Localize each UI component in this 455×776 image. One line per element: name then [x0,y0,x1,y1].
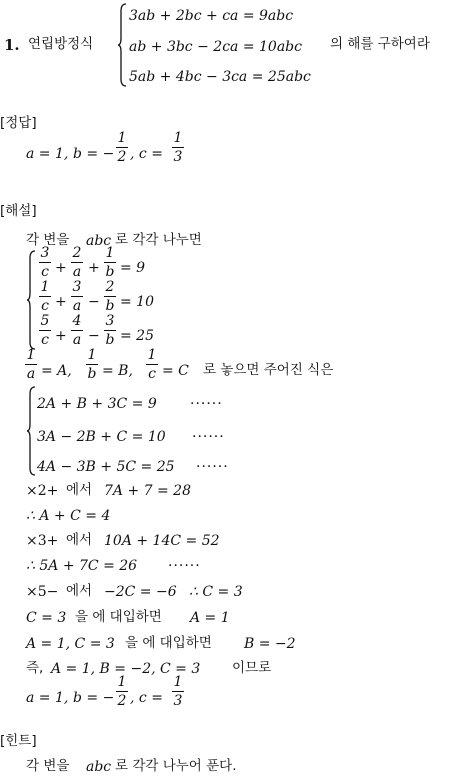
l9-c-fraction: 1 3 [173,674,183,709]
sub-frac-c: 1 c [147,347,157,382]
l9-a: a = 1, [26,690,69,706]
answer-c-fraction: 1 3 [173,130,183,165]
l8-ko2: 이므로 [232,660,272,676]
system1-row1-fraction: 2 a [72,245,82,280]
system2-dots3: ······ [196,459,229,475]
system2-eq3: 4A − 3B + 5C = 25 [37,459,175,475]
l1-eq: 7A + 7 = 28 [104,483,192,499]
l5-prefix: ×5− [26,584,59,600]
hint-abc: abc [86,759,112,775]
l6-eq2: A = 1 [190,610,230,626]
hint-text-b: 로 각각 나누어 푼다. [115,758,237,774]
system2-dots1: ······ [190,396,223,412]
l4-dots: ······ [168,558,201,574]
problem-number: 1. [4,36,20,54]
l6-eq: C = 3 [26,610,67,626]
sub-text-c: = C [162,363,189,379]
answer-c-prefix: , c = [130,146,163,162]
l6-ko: 을 에 대입하면 [75,609,162,625]
system2-dots2: ······ [192,429,225,445]
l7-eq2: B = −2 [244,636,296,652]
system1-row3-operator: − [88,328,100,344]
system1-row2-operator: − [88,294,100,310]
system1-row1-operator: + [88,260,100,276]
l7-ko: 을 에 대입하면 [125,635,212,651]
l8-eq: A = 1, B = −2, C = 3 [51,661,201,677]
system1-row3-fraction: 4 a [72,313,82,348]
system1-row1-fraction: 1 b [105,245,115,280]
problem-tail: 의 해를 구하여라 [330,36,430,52]
problem-brace [117,3,127,87]
solution-header: [해설] [0,203,37,219]
sub-text-a: = A, [41,363,72,379]
l1-prefix: ×2+ [26,483,59,499]
l9-c-prefix: , c = [130,690,163,706]
l5-eq: −2C = −6 [104,584,177,600]
problem-eq3: 5ab + 4bc − 3ca = 25abc [129,69,311,85]
l8-ko: 즉, [26,660,44,676]
system1-row3-fraction: 5 c [40,313,50,348]
system2-eq1: 2A + B + 3C = 9 [37,396,157,412]
l3-prefix: ×3+ [26,533,59,549]
system1-row2-fraction: 1 c [40,279,50,314]
sub-frac-a: 1 a [26,347,36,382]
system1-row2-rhs: = 10 [120,294,154,310]
solution-step1-abc: abc [86,233,112,249]
answer-b-prefix: b = − [73,146,115,162]
hint-header: [힌트] [0,733,37,749]
system1-row1-fraction: 3 c [40,245,50,280]
problem-lead: 연립방정식 [28,36,94,52]
system1-brace [26,250,36,350]
problem-eq1: 3ab + 2bc + ca = 9abc [129,8,294,24]
solution-step1-a: 각 변을 [26,232,70,248]
l9-b-fraction: 1 2 [117,674,127,709]
system1-row3-fraction: 3 b [105,313,115,348]
system2-brace [26,386,36,476]
hint-text-a: 각 변을 [26,758,70,774]
problem-eq2: ab + 3bc − 2ca = 10abc [129,39,302,55]
sub-text-b: = B, [102,363,133,379]
system1-row3-operator: + [55,328,67,344]
l3-ko: 에서 [66,532,93,548]
l5-ko: 에서 [66,583,93,599]
answer-header: [정답] [0,115,37,131]
l4-eq: ∴ 5A + 7C = 26 [26,558,138,574]
l9-b-prefix: b = − [73,690,115,706]
l1-ko: 에서 [66,482,93,498]
system2-eq2: 3A − 2B + C = 10 [37,429,166,445]
l3-eq: 10A + 14C = 52 [104,533,220,549]
l7-eq: A = 1, C = 3 [26,636,115,652]
sub-text-ko: 로 놓으면 주어진 식은 [203,362,334,378]
l2-eq: ∴ A + C = 4 [26,508,111,524]
answer-a: a = 1, [26,146,69,162]
system1-row2-fraction: 3 a [72,279,82,314]
l5-eq2: ∴ C = 3 [189,584,243,600]
system1-row2-operator: + [55,294,67,310]
answer-b-fraction: 1 2 [117,130,127,165]
system1-row1-rhs: = 9 [120,260,146,276]
system1-row2-fraction: 2 b [105,279,115,314]
sub-frac-b: 1 b [87,347,97,382]
system1-row1-operator: + [55,260,67,276]
system1-row3-rhs: = 25 [120,328,154,344]
solution-step1-b: 로 각각 나누면 [115,232,202,248]
